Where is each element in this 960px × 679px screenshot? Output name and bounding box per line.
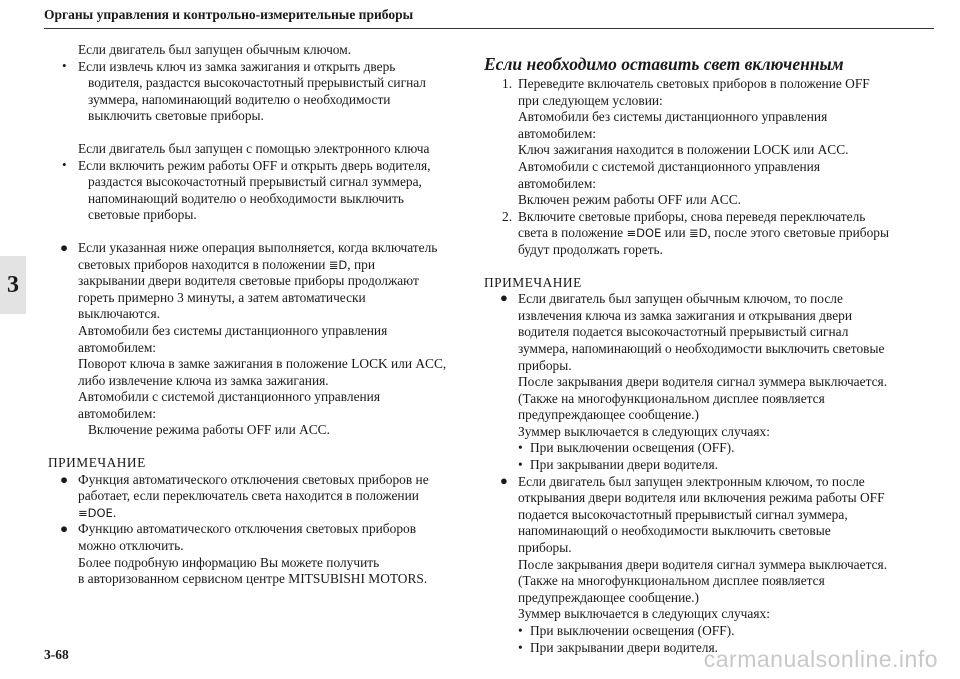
list-item: ● Если двигатель был запущен электронным ключом, то после (500, 472, 865, 489)
text-line: световые приборы. (88, 207, 197, 223)
list-item: • При выключении освещения (OFF). (518, 440, 735, 456)
text-line: при следующем условии: (518, 92, 663, 108)
left-column (48, 42, 458, 588)
headlight-icon: ≣D (328, 257, 348, 272)
text-line: закрывании двери водителя световые приборы продолжают (78, 273, 419, 289)
text-line: раздастся высокочастотный прерывистый сигнал зуммера, (88, 174, 422, 190)
text-line: Ключ зажигания находится в положении LOCK или ACC. (518, 142, 849, 158)
text-line: водителя подается высокочастотный прерывистый сигнал (518, 324, 849, 340)
text-line: водителя, раздастся высокочастотный прерывистый сигнал (88, 75, 426, 91)
list-item: ● Если двигатель был запущен обычным ключом, то после (500, 290, 843, 307)
headlight-icon: ≣D (689, 226, 708, 241)
list-item: • При выключении освещения (OFF). (518, 623, 735, 638)
watermark: carmanualsonline.info (703, 646, 938, 672)
text-line: автомобилем: (78, 405, 157, 421)
text-line: автомобилем: (78, 339, 157, 355)
text-line: Зуммер выключается в следующих случаях: (518, 423, 770, 439)
text-line: (Также на многофункциональном дисплее появляется (518, 390, 825, 406)
text-line: либо извлечение ключа из замка зажигания. (78, 372, 329, 388)
text-line: приборы. (518, 540, 572, 556)
text-line: Автомобили с системой дистанционного управления (518, 158, 821, 174)
header-rule (44, 28, 934, 29)
text-line: Зуммер выключается в следующих случаях: (518, 606, 770, 622)
text-line: световых приборов находится в положении ≣D, при (78, 256, 376, 272)
list-item: • При закрывании двери водителя. (518, 457, 718, 473)
text-line: зуммера, напоминающий водителю о необходимости (88, 91, 391, 107)
text-line: Автомобили с системой дистанционного управления (78, 389, 381, 405)
list-item: ● Если указанная ниже операция выполняется, когда включатель (60, 239, 438, 255)
text-line: выключаются. (78, 306, 160, 322)
text-line: зуммера, напоминающий о необходимости выключить световые (518, 340, 885, 356)
text-line: приборы. (518, 357, 572, 373)
step-item: 1. Переведите включатель световых приборов в положение OFF (502, 76, 870, 91)
text-line: подается высокочастотный прерывистый сигнал зуммера, (518, 506, 848, 522)
text-line: напоминающий о необходимости выключить световые (518, 523, 831, 539)
list-item: • При закрывании двери водителя. (518, 639, 718, 655)
page-number: 3-68 (44, 647, 69, 662)
text-line: можно отключить. (78, 538, 184, 554)
list-item: ● Функция автоматического отключения световых приборов не (60, 471, 429, 487)
text-line: извлечения ключа из замка зажигания и открывания двери (518, 307, 853, 323)
text-line: автомобилем: (518, 175, 597, 191)
text-line: Включение режима работы OFF или ACC. (88, 422, 330, 438)
chapter-tab: 3 (0, 256, 26, 314)
page-header: Органы управления и контрольно-измерительные приборы (44, 7, 414, 22)
text-line: предупреждающее сообщение.) (518, 407, 699, 423)
section-title: Если необходимо оставить свет включенным (484, 54, 844, 74)
text-line: предупреждающее сообщение.) (518, 589, 699, 605)
text-line: После закрывания двери водителя сигнал зуммера выключается. (518, 556, 888, 572)
text-line: света в положение ≡DOE или ≣D, после этого световые приборы (518, 225, 889, 241)
text-line: будут продолжать гореть. (518, 241, 664, 257)
note-heading: ПРИМЕЧАНИЕ (484, 274, 582, 290)
text-line: гореть примерно 3 минуты, а затем автоматически (78, 289, 366, 305)
text-line: выключить световые приборы. (88, 108, 264, 124)
right-column (484, 54, 904, 656)
text-line: (Также на многофункциональном дисплее появляется (518, 573, 825, 589)
step-item: 2. Включите световые приборы, снова переведя переключатель (502, 208, 866, 224)
text-line: Включен режим работы OFF или ACC. (518, 192, 742, 208)
auto-light-icon: ≡DOE (626, 226, 662, 241)
list-item: • Если извлечь ключ из замка зажигания и открыть дверь (62, 57, 396, 74)
auto-light-icon: ≡DOE (78, 505, 113, 520)
note-heading: ПРИМЕЧАНИЕ (48, 455, 146, 471)
text-line: Если двигатель был запущен обычным ключом. (78, 42, 352, 57)
text-line: Автомобили без системы дистанционного управления (518, 109, 828, 125)
text-line: работает, если переключатель света находится в положении ≡DOE. (78, 488, 419, 520)
text-line: напоминающий водителю о необходимости выключить (88, 190, 404, 206)
text-line: Если двигатель был запущен с помощью электронного ключа (78, 140, 430, 156)
list-item: • Если включить режим работы OFF и открыть дверь водителя, (62, 156, 431, 173)
text-line: в авторизованном сервисном центре MITSUBISHI MOTORS. (78, 571, 428, 587)
text-line: Поворот ключа в замке зажигания в положение LOCK или ACC, (78, 356, 447, 372)
list-item: ● Функцию автоматического отключения световых приборов (60, 521, 417, 537)
text-line: открывания двери водителя или включения режима работы OFF (518, 490, 885, 506)
text-line: После закрывания двери водителя сигнал зуммера выключается. (518, 374, 888, 390)
text-line: автомобилем: (518, 125, 597, 141)
text-line: Автомобили без системы дистанционного управления (78, 322, 388, 338)
text-line: Более подробную информацию Вы можете получить (78, 554, 380, 570)
